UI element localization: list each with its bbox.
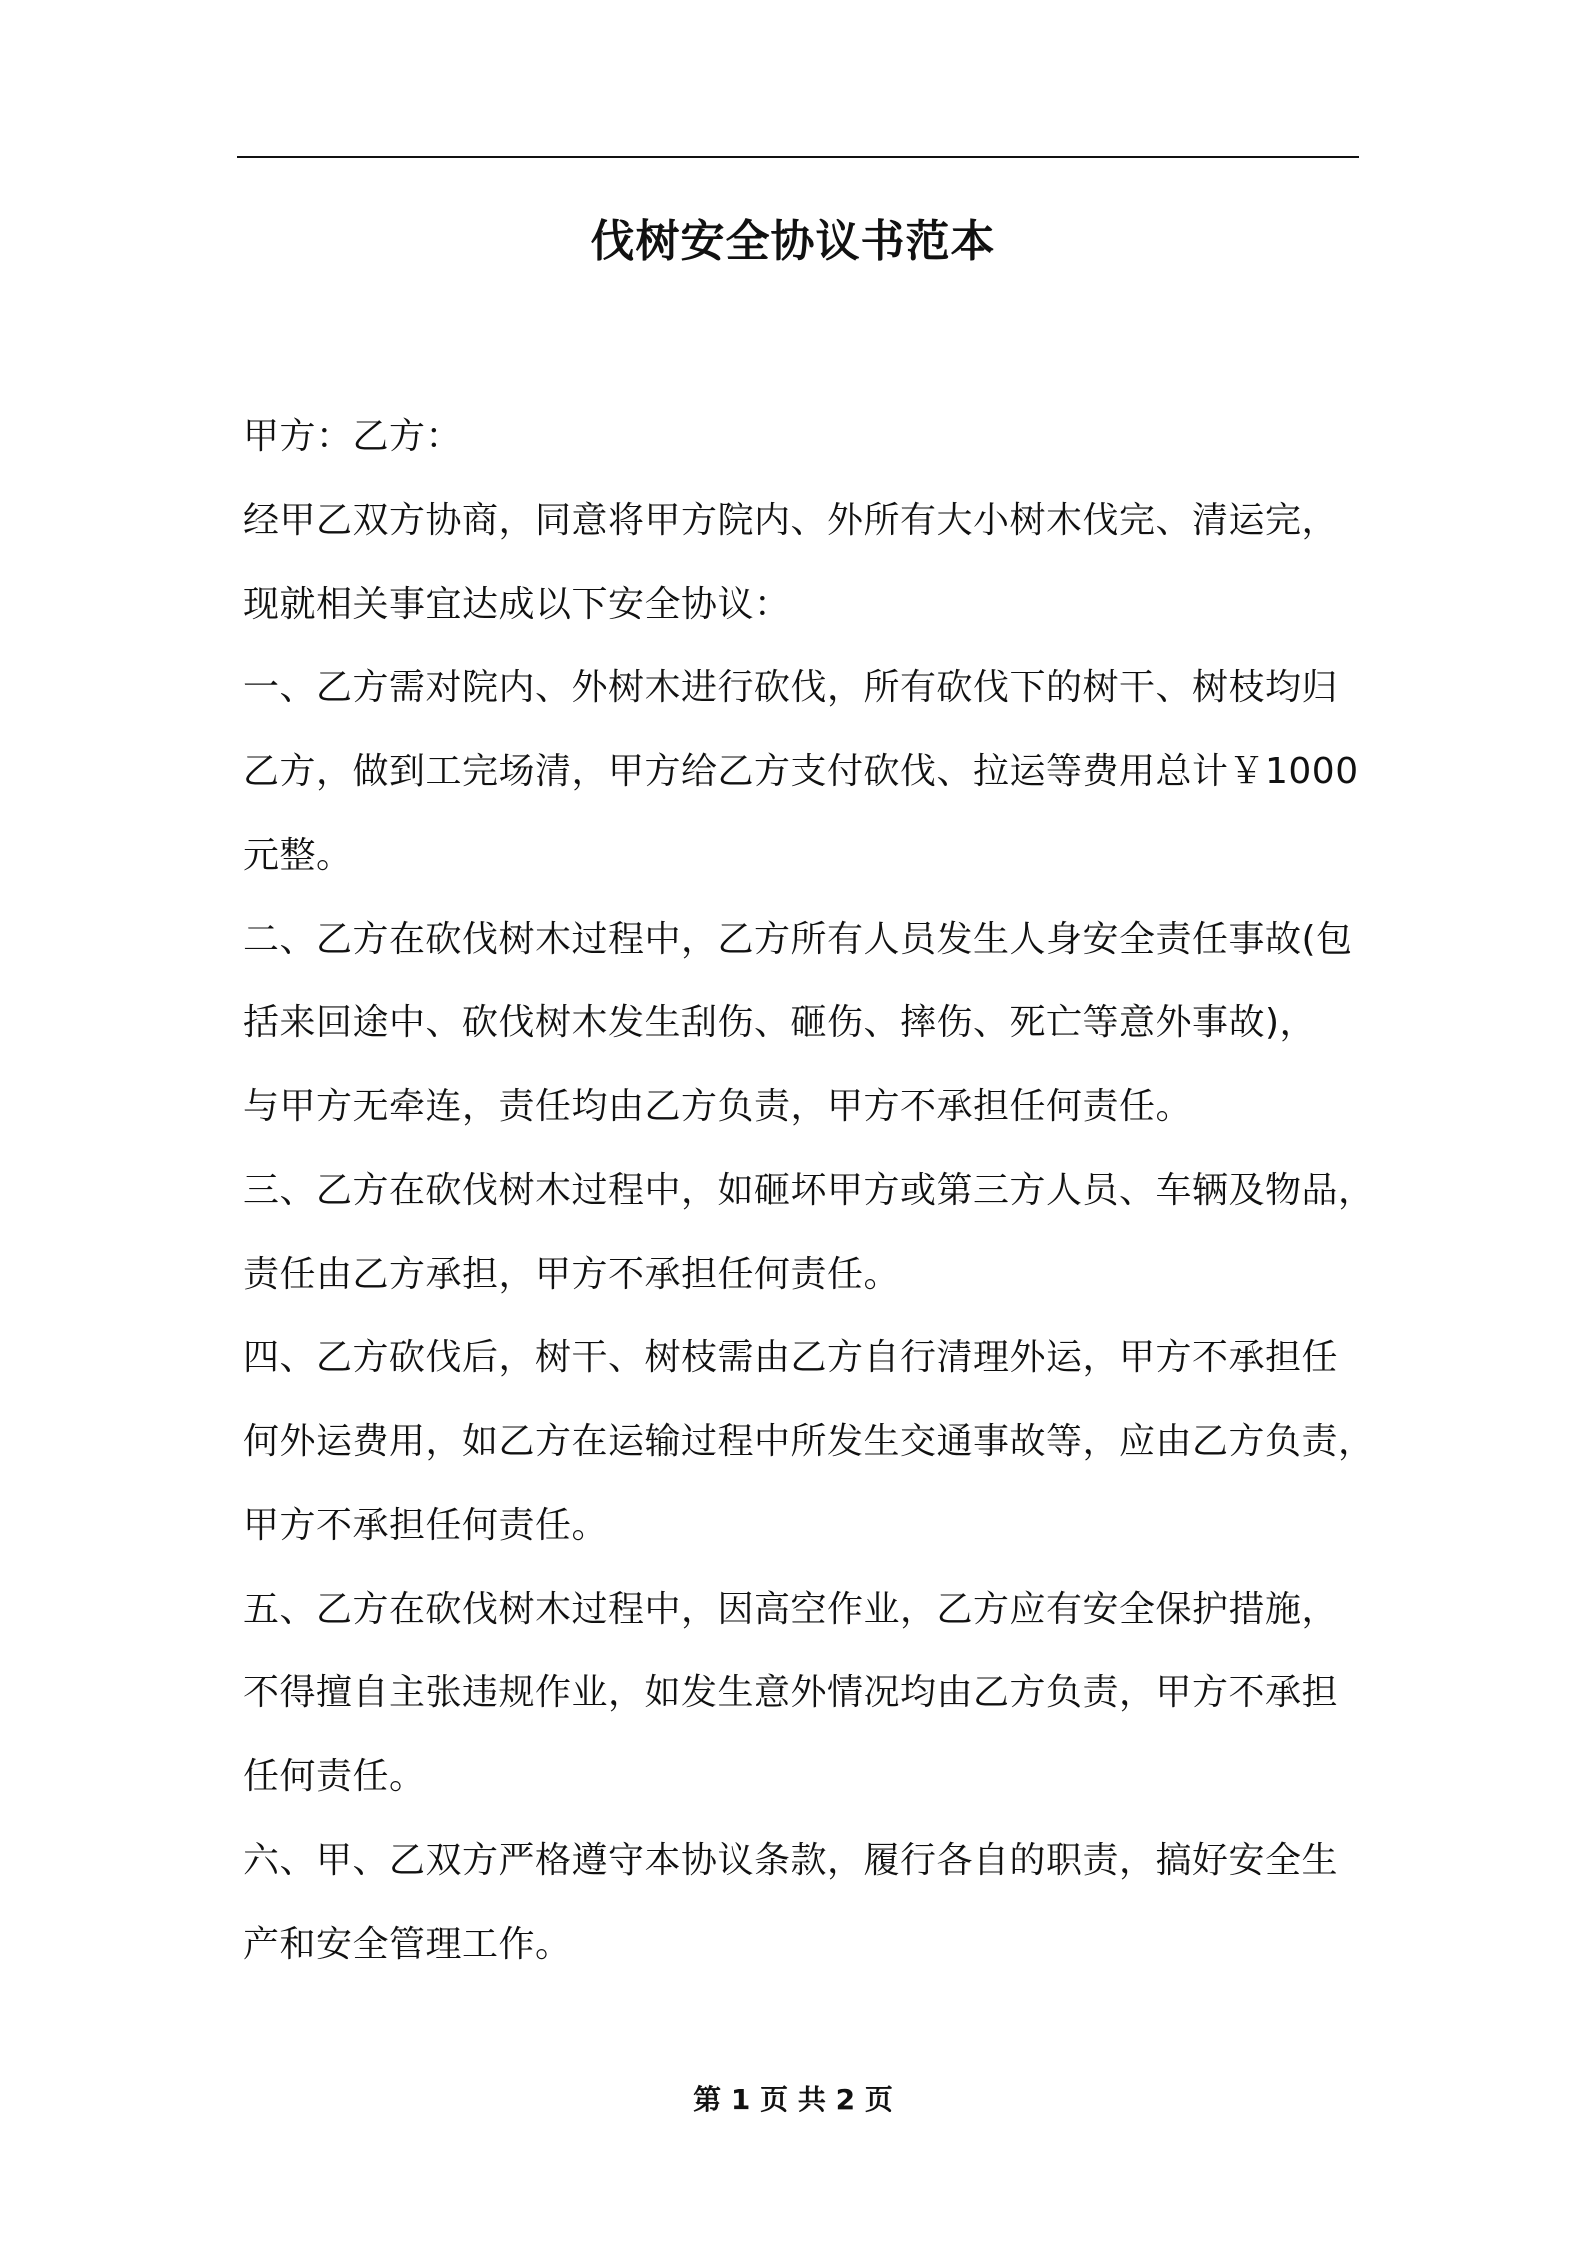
clause-4-line-2: 何外运费用，如乙方在运输过程中所发生交通事故等，应由乙方负责，	[243, 1421, 1375, 1462]
clause-2-line-2: 括来回途中、砍伐树木发生刮伤、砸伤、摔伤、死亡等意外事故)，	[243, 1002, 1317, 1043]
clause-2-line-1: 二、乙方在砍伐树木过程中，乙方所有人员发生人身安全责任事故(包	[243, 919, 1353, 960]
intro-line-2: 现就相关事宜达成以下安全协议：	[243, 584, 791, 625]
clause-5-line-2: 不得擅自主张违规作业，如发生意外情况均由乙方负责，甲方不承担	[243, 1672, 1339, 1713]
clause-1-line-2: 乙方，做到工完场清，甲方给乙方支付砍伐、拉运等费用总计￥1000	[243, 751, 1359, 792]
intro-line-1: 经甲乙双方协商，同意将甲方院内、外所有大小树木伐完、清运完，	[243, 500, 1339, 541]
party-line: 甲方：乙方：	[243, 416, 463, 457]
clause-3-line-1: 三、乙方在砍伐树木过程中，如砸坏甲方或第三方人员、车辆及物品，	[243, 1170, 1375, 1211]
clause-1-line-3: 元整。	[243, 835, 353, 876]
clause-5-line-1: 五、乙方在砍伐树木过程中，因高空作业，乙方应有安全保护措施，	[243, 1589, 1339, 1630]
clause-1-line-1: 一、乙方需对院内、外树木进行砍伐，所有砍伐下的树干、树枝均归	[243, 667, 1339, 708]
clause-5-line-3: 任何责任。	[243, 1756, 426, 1797]
clause-4-line-1: 四、乙方砍伐后，树干、树枝需由乙方自行清理外运，甲方不承担任	[243, 1337, 1339, 1378]
page-indicator: 第 1 页 共 2 页	[693, 2083, 893, 2116]
document-title: 伐树安全协议书范本	[590, 216, 996, 267]
header-rule	[237, 156, 1359, 158]
clause-6-line-2: 产和安全管理工作。	[243, 1924, 572, 1965]
clause-2-line-3: 与甲方无牵连，责任均由乙方负责，甲方不承担任何责任。	[243, 1086, 1193, 1127]
clause-4-line-3: 甲方不承担任何责任。	[243, 1505, 609, 1546]
clause-6-line-1: 六、甲、乙双方严格遵守本协议条款，履行各自的职责，搞好安全生	[243, 1840, 1339, 1881]
clause-3-line-2: 责任由乙方承担，甲方不承担任何责任。	[243, 1254, 901, 1295]
